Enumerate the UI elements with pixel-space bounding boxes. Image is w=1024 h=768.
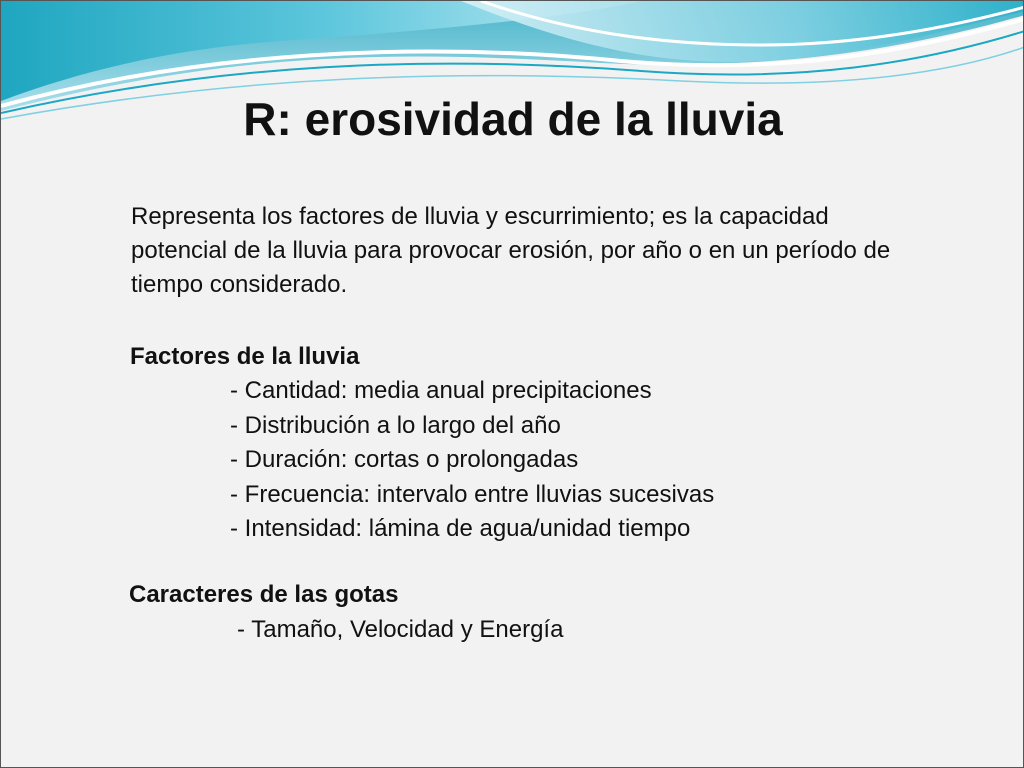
list-item: - Cantidad: media anual precipitaciones (230, 377, 652, 404)
section-heading-factores: Factores de la lluvia (130, 343, 360, 370)
intro-paragraph: Representa los factores de lluvia y escurrimiento; es la capacidad potencial de la lluvia para provocar erosión, por año o en un período de tiempo considerado. (131, 203, 891, 298)
list-item: - Frecuencia: intervalo entre lluvias sucesivas (230, 480, 715, 508)
list-item: - Distribución a lo largo del año (230, 411, 561, 439)
factores-list (230, 374, 714, 547)
section-heading-gotas: Caracteres de las gotas (129, 581, 399, 608)
list-item: - Intensidad: lámina de agua/unidad tiempo (230, 515, 691, 542)
gotas-list (237, 613, 563, 647)
slide-title: R: erosividad de la lluvia (243, 93, 783, 145)
list-item: - Duración: cortas o prolongadas (230, 446, 579, 473)
list-item: - Tamaño, Velocidad y Energía (237, 616, 564, 643)
